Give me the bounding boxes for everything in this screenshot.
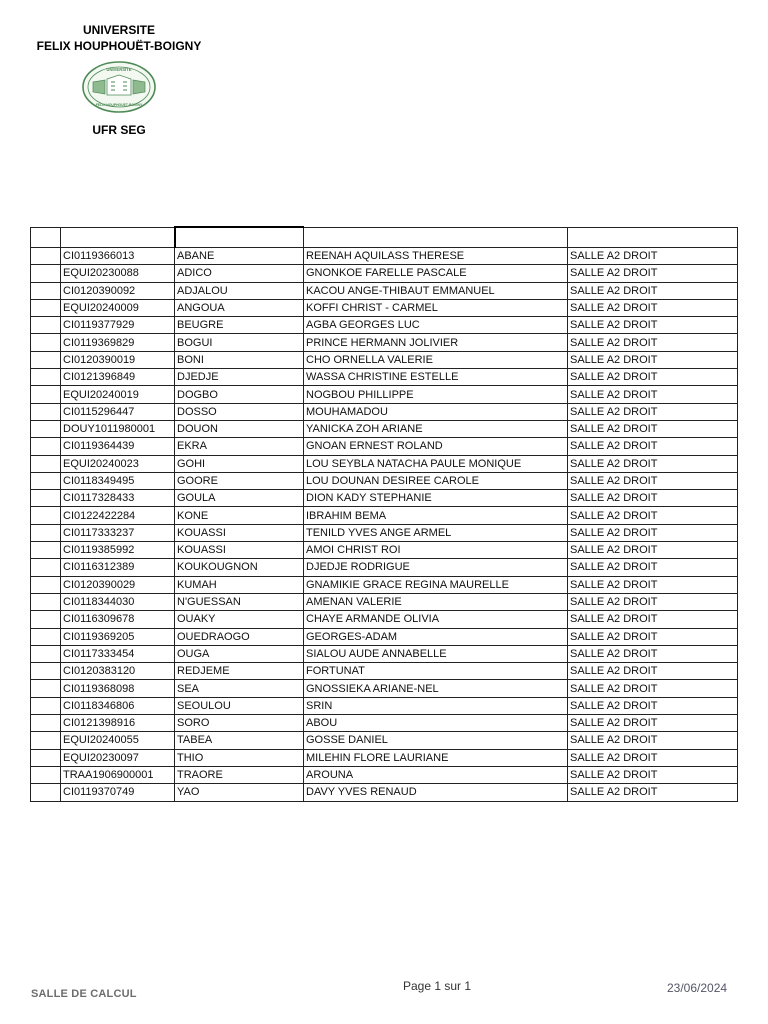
row-index-cell: [31, 317, 61, 334]
row-index-cell: [31, 507, 61, 524]
exam-room-cell: SALLE A2 DROIT: [568, 317, 738, 334]
student-id-cell: CI0118349495: [61, 472, 175, 489]
exam-room-cell: SALLE A2 DROIT: [568, 559, 738, 576]
first-names-cell: SRIN: [304, 697, 568, 714]
table-row: [31, 455, 738, 472]
student-id-cell: CI0120390029: [61, 576, 175, 593]
row-index-cell: [31, 369, 61, 386]
row-index-cell: [31, 420, 61, 437]
student-id-cell: CI0115296447: [61, 403, 175, 420]
table-row: [31, 524, 738, 541]
last-name-cell: OUEDRAOGO: [175, 628, 304, 645]
last-name-cell: YAO: [175, 784, 304, 801]
exam-room-cell: SALLE A2 DROIT: [568, 386, 738, 403]
student-id-cell: CI0119366013: [61, 248, 175, 265]
student-id-cell: EQUI20240019: [61, 386, 175, 403]
row-index-cell: [31, 593, 61, 610]
last-name-cell: BEUGRE: [175, 317, 304, 334]
first-names-cell: ABOU: [304, 715, 568, 732]
student-id-cell: CI0119369829: [61, 334, 175, 351]
last-name-cell: SORO: [175, 715, 304, 732]
exam-room-cell: SALLE A2 DROIT: [568, 455, 738, 472]
student-id-cell: CI0117328433: [61, 490, 175, 507]
exam-room-cell: SALLE A2 DROIT: [568, 576, 738, 593]
row-index-cell: [31, 645, 61, 662]
table-row: [31, 593, 738, 610]
last-name-cell: TABEA: [175, 732, 304, 749]
last-name-cell: KOUASSI: [175, 542, 304, 559]
svg-text:UNIVERSITE: UNIVERSITE: [106, 67, 132, 72]
last-name-cell: BONI: [175, 351, 304, 368]
university-name-line2: FELIX HOUPHOUËT-BOIGNY: [36, 39, 202, 53]
last-name-cell: KONE: [175, 507, 304, 524]
row-index-cell: [31, 334, 61, 351]
column-header: [31, 227, 61, 248]
exam-room-cell: SALLE A2 DROIT: [568, 282, 738, 299]
exam-room-cell: SALLE A2 DROIT: [568, 369, 738, 386]
first-names-cell: GOSSE DANIEL: [304, 732, 568, 749]
first-names-cell: IBRAHIM BEMA: [304, 507, 568, 524]
page-number: Page 1 sur 1: [403, 979, 472, 993]
first-names-cell: MOUHAMADOU: [304, 403, 568, 420]
last-name-cell: GOORE: [175, 472, 304, 489]
exam-room-cell: SALLE A2 DROIT: [568, 645, 738, 662]
first-names-cell: GNOSSIEKA ARIANE-NEL: [304, 680, 568, 697]
row-index-cell: [31, 351, 61, 368]
table-row: [31, 576, 738, 593]
first-names-cell: REENAH AQUILASS THERESE: [304, 248, 568, 265]
last-name-cell: KUMAH: [175, 576, 304, 593]
table-row: [31, 680, 738, 697]
table-row: [31, 420, 738, 437]
last-name-cell: GOULA: [175, 490, 304, 507]
first-names-cell: DION KADY STEPHANIE: [304, 490, 568, 507]
first-names-cell: DJEDJE RODRIGUE: [304, 559, 568, 576]
student-id-cell: CI0120390019: [61, 351, 175, 368]
first-names-cell: GNOAN ERNEST ROLAND: [304, 438, 568, 455]
exam-room-cell: SALLE A2 DROIT: [568, 628, 738, 645]
exam-room-cell: SALLE A2 DROIT: [568, 715, 738, 732]
last-name-cell: OUGA: [175, 645, 304, 662]
row-index-cell: [31, 403, 61, 420]
table-row: [31, 386, 738, 403]
last-name-cell: SEA: [175, 680, 304, 697]
first-names-cell: TENILD YVES ANGE ARMEL: [304, 524, 568, 541]
first-names-cell: KACOU ANGE-THIBAUT EMMANUEL: [304, 282, 568, 299]
footer-room: SALLE DE CALCUL: [31, 988, 137, 1000]
row-index-cell: [31, 248, 61, 265]
first-names-cell: GEORGES-ADAM: [304, 628, 568, 645]
column-header: [568, 227, 738, 248]
student-id-cell: EQUI20240023: [61, 455, 175, 472]
table-row: [31, 490, 738, 507]
table-row: [31, 628, 738, 645]
exam-room-cell: SALLE A2 DROIT: [568, 663, 738, 680]
student-id-cell: CI0120383120: [61, 663, 175, 680]
faculty-name: UFR SEG: [92, 123, 146, 137]
last-name-cell: GOHI: [175, 455, 304, 472]
last-name-cell: DJEDJE: [175, 369, 304, 386]
table-row: [31, 749, 738, 766]
exam-room-cell: SALLE A2 DROIT: [568, 766, 738, 783]
roster-body: [31, 248, 738, 802]
table-row: [31, 663, 738, 680]
first-names-cell: LOU DOUNAN DESIREE CAROLE: [304, 472, 568, 489]
student-id-cell: CI0119385992: [61, 542, 175, 559]
row-index-cell: [31, 715, 61, 732]
row-index-cell: [31, 663, 61, 680]
table-row: [31, 697, 738, 714]
student-id-cell: CI0121396849: [61, 369, 175, 386]
first-names-cell: AGBA GEORGES LUC: [304, 317, 568, 334]
exam-room-cell: SALLE A2 DROIT: [568, 593, 738, 610]
row-index-cell: [31, 576, 61, 593]
student-id-cell: DOUY1011980001: [61, 420, 175, 437]
first-names-cell: AROUNA: [304, 766, 568, 783]
exam-room-cell: SALLE A2 DROIT: [568, 472, 738, 489]
column-header: [61, 227, 175, 248]
exam-room-cell: SALLE A2 DROIT: [568, 524, 738, 541]
student-roster-table: [30, 226, 738, 802]
student-id-cell: CI0119377929: [61, 317, 175, 334]
first-names-cell: FORTUNAT: [304, 663, 568, 680]
first-names-cell: KOFFI CHRIST - CARMEL: [304, 299, 568, 316]
table-row: [31, 248, 738, 265]
student-id-cell: CI0119368098: [61, 680, 175, 697]
table-row: [31, 299, 738, 316]
exam-room-cell: SALLE A2 DROIT: [568, 265, 738, 282]
student-id-cell: CI0116309678: [61, 611, 175, 628]
first-names-cell: NOGBOU PHILLIPPE: [304, 386, 568, 403]
first-names-cell: GNONKOE FARELLE PASCALE: [304, 265, 568, 282]
exam-room-cell: SALLE A2 DROIT: [568, 542, 738, 559]
row-index-cell: [31, 680, 61, 697]
table-row: [31, 715, 738, 732]
student-id-cell: EQUI20240009: [61, 299, 175, 316]
row-index-cell: [31, 490, 61, 507]
student-id-cell: CI0120390092: [61, 282, 175, 299]
table-row: [31, 317, 738, 334]
last-name-cell: BOGUI: [175, 334, 304, 351]
student-id-cell: CI0121398916: [61, 715, 175, 732]
student-id-cell: CI0118346806: [61, 697, 175, 714]
table-row: [31, 611, 738, 628]
university-name-line1: UNIVERSITE: [82, 23, 155, 37]
column-header: [175, 227, 304, 248]
first-names-cell: AMENAN VALERIE: [304, 593, 568, 610]
table-row: [31, 438, 738, 455]
university-seal-logo: [81, 60, 157, 114]
last-name-cell: N'GUESSAN: [175, 593, 304, 610]
student-id-cell: EQUI20230097: [61, 749, 175, 766]
column-header: [304, 227, 568, 248]
exam-room-cell: SALLE A2 DROIT: [568, 680, 738, 697]
row-index-cell: [31, 282, 61, 299]
last-name-cell: KOUASSI: [175, 524, 304, 541]
row-index-cell: [31, 542, 61, 559]
last-name-cell: TRAORE: [175, 766, 304, 783]
last-name-cell: EKRA: [175, 438, 304, 455]
first-names-cell: YANICKA ZOH ARIANE: [304, 420, 568, 437]
exam-room-cell: SALLE A2 DROIT: [568, 784, 738, 801]
last-name-cell: DOUON: [175, 420, 304, 437]
exam-room-cell: SALLE A2 DROIT: [568, 697, 738, 714]
student-id-cell: CI0117333237: [61, 524, 175, 541]
row-index-cell: [31, 559, 61, 576]
first-names-cell: GNAMIKIE GRACE REGINA MAURELLE: [304, 576, 568, 593]
table-header-row: [31, 227, 738, 248]
row-index-cell: [31, 766, 61, 783]
last-name-cell: REDJEME: [175, 663, 304, 680]
exam-room-cell: SALLE A2 DROIT: [568, 490, 738, 507]
row-index-cell: [31, 386, 61, 403]
exam-room-cell: SALLE A2 DROIT: [568, 732, 738, 749]
student-id-cell: EQUI20230088: [61, 265, 175, 282]
table-row: [31, 351, 738, 368]
first-names-cell: AMOI CHRIST ROI: [304, 542, 568, 559]
first-names-cell: LOU SEYBLA NATACHA PAULE MONIQUE: [304, 455, 568, 472]
table-row: [31, 334, 738, 351]
first-names-cell: CHAYE ARMANDE OLIVIA: [304, 611, 568, 628]
last-name-cell: SEOULOU: [175, 697, 304, 714]
last-name-cell: ADICO: [175, 265, 304, 282]
first-names-cell: DAVY YVES RENAUD: [304, 784, 568, 801]
table-row: [31, 542, 738, 559]
last-name-cell: THIO: [175, 749, 304, 766]
last-name-cell: ABANE: [175, 248, 304, 265]
last-name-cell: OUAKY: [175, 611, 304, 628]
exam-room-cell: SALLE A2 DROIT: [568, 351, 738, 368]
svg-text:FELIX HOUPHOUET-BOIGNY: FELIX HOUPHOUET-BOIGNY: [95, 103, 143, 107]
table-row: [31, 784, 738, 801]
exam-room-cell: SALLE A2 DROIT: [568, 248, 738, 265]
first-names-cell: WASSA CHRISTINE ESTELLE: [304, 369, 568, 386]
row-index-cell: [31, 455, 61, 472]
student-id-cell: EQUI20240055: [61, 732, 175, 749]
table-row: [31, 282, 738, 299]
print-date: 23/06/2024: [667, 981, 728, 995]
first-names-cell: MILEHIN FLORE LAURIANE: [304, 749, 568, 766]
table-row: [31, 507, 738, 524]
first-names-cell: PRINCE HERMANN JOLIVIER: [304, 334, 568, 351]
exam-room-cell: SALLE A2 DROIT: [568, 438, 738, 455]
exam-room-cell: SALLE A2 DROIT: [568, 334, 738, 351]
exam-room-cell: SALLE A2 DROIT: [568, 749, 738, 766]
university-header: [24, 22, 214, 138]
exam-room-cell: SALLE A2 DROIT: [568, 507, 738, 524]
table-row: [31, 645, 738, 662]
row-index-cell: [31, 524, 61, 541]
student-id-cell: CI0122422284: [61, 507, 175, 524]
row-index-cell: [31, 611, 61, 628]
last-name-cell: ANGOUA: [175, 299, 304, 316]
row-index-cell: [31, 628, 61, 645]
student-id-cell: CI0119369205: [61, 628, 175, 645]
table-row: [31, 369, 738, 386]
student-id-cell: CI0119370749: [61, 784, 175, 801]
student-id-cell: CI0118344030: [61, 593, 175, 610]
table-row: [31, 559, 738, 576]
row-index-cell: [31, 438, 61, 455]
last-name-cell: ADJALOU: [175, 282, 304, 299]
table-row: [31, 732, 738, 749]
first-names-cell: CHO ORNELLA VALERIE: [304, 351, 568, 368]
row-index-cell: [31, 265, 61, 282]
row-index-cell: [31, 697, 61, 714]
row-index-cell: [31, 784, 61, 801]
last-name-cell: DOSSO: [175, 403, 304, 420]
first-names-cell: SIALOU AUDE ANNABELLE: [304, 645, 568, 662]
student-id-cell: TRAA1906900001: [61, 766, 175, 783]
table-row: [31, 472, 738, 489]
student-id-cell: CI0119364439: [61, 438, 175, 455]
table-row: [31, 766, 738, 783]
exam-room-cell: SALLE A2 DROIT: [568, 420, 738, 437]
exam-room-cell: SALLE A2 DROIT: [568, 403, 738, 420]
row-index-cell: [31, 472, 61, 489]
exam-room-cell: SALLE A2 DROIT: [568, 299, 738, 316]
row-index-cell: [31, 749, 61, 766]
last-name-cell: DOGBO: [175, 386, 304, 403]
student-id-cell: CI0116312389: [61, 559, 175, 576]
student-id-cell: CI0117333454: [61, 645, 175, 662]
table-row: [31, 265, 738, 282]
exam-room-cell: SALLE A2 DROIT: [568, 611, 738, 628]
last-name-cell: KOUKOUGNON: [175, 559, 304, 576]
table-row: [31, 403, 738, 420]
row-index-cell: [31, 732, 61, 749]
row-index-cell: [31, 299, 61, 316]
